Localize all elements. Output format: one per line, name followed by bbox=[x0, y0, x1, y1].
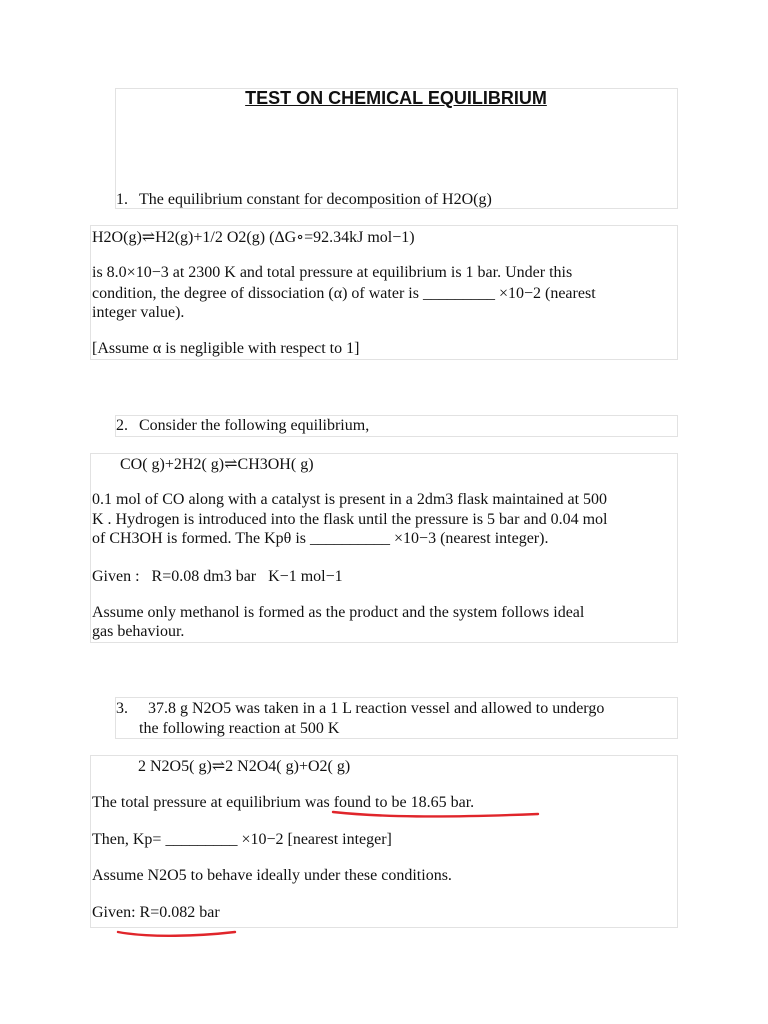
q2-number: 2. bbox=[116, 417, 128, 434]
q1-assumption: [Assume α is negligible with respect to 1] bbox=[92, 340, 360, 357]
q2-body-line-2: K . Hydrogen is introduced into the flask until the pressure is 5 bar and 0.04 mol bbox=[92, 511, 608, 528]
page-title: TEST ON CHEMICAL EQUILIBRIUM bbox=[245, 88, 547, 108]
q1-body-line-2: condition, the degree of dissociation (α) of water is _________ ×10−2 (nearest bbox=[92, 285, 596, 302]
q1-body-line-1: is 8.0×10−3 at 2300 K and total pressure at equilibrium is 1 bar. Under this bbox=[92, 264, 573, 281]
q1-body-line-3: integer value). bbox=[92, 304, 185, 321]
q2-body-line-1: 0.1 mol of CO along with a catalyst is present in a 2dm3 flask maintained at 500 bbox=[92, 491, 608, 508]
q3-pressure: The total pressure at equilibrium was found to be 18.65 bar. bbox=[92, 794, 475, 811]
q2-reaction: CO( g)+2H2( g)⇌CH3OH( g) bbox=[120, 456, 314, 473]
q3-kp: Then, Kp= _________ ×10−2 [nearest integer] bbox=[92, 831, 392, 848]
red-underline-given bbox=[118, 932, 235, 936]
q2-assumption-line-1: Assume only methanol is formed as the product and the system follows ideal bbox=[92, 604, 585, 621]
q2-assumption-line-2: gas behaviour. bbox=[92, 623, 185, 640]
q1-intro: The equilibrium constant for decomposition of H2O(g) bbox=[139, 191, 492, 208]
q3-reaction: 2 N2O5( g)⇌2 N2O4( g)+O2( g) bbox=[138, 758, 351, 775]
q2-given: Given : R=0.08 dm3 bar K−1 mol−1 bbox=[92, 568, 343, 585]
q3-given: Given: R=0.082 bar bbox=[92, 904, 220, 921]
q2-intro: Consider the following equilibrium, bbox=[139, 417, 370, 434]
q1-number: 1. bbox=[116, 191, 128, 208]
q3-number: 3. bbox=[116, 700, 128, 717]
q3-intro-line-1: 37.8 g N2O5 was taken in a 1 L reaction vessel and allowed to undergo bbox=[148, 700, 605, 717]
q3-intro-line-2: the following reaction at 500 K bbox=[139, 720, 340, 737]
q3-assumption: Assume N2O5 to behave ideally under these conditions. bbox=[92, 867, 452, 884]
q2-body-line-3: of CH3OH is formed. The Kpθ is __________ ×10−3 (nearest integer). bbox=[92, 530, 549, 547]
q1-reaction: H2O(g)⇌H2(g)+1/2 O2(g) (ΔG∘=92.34kJ mol−1) bbox=[92, 229, 415, 246]
